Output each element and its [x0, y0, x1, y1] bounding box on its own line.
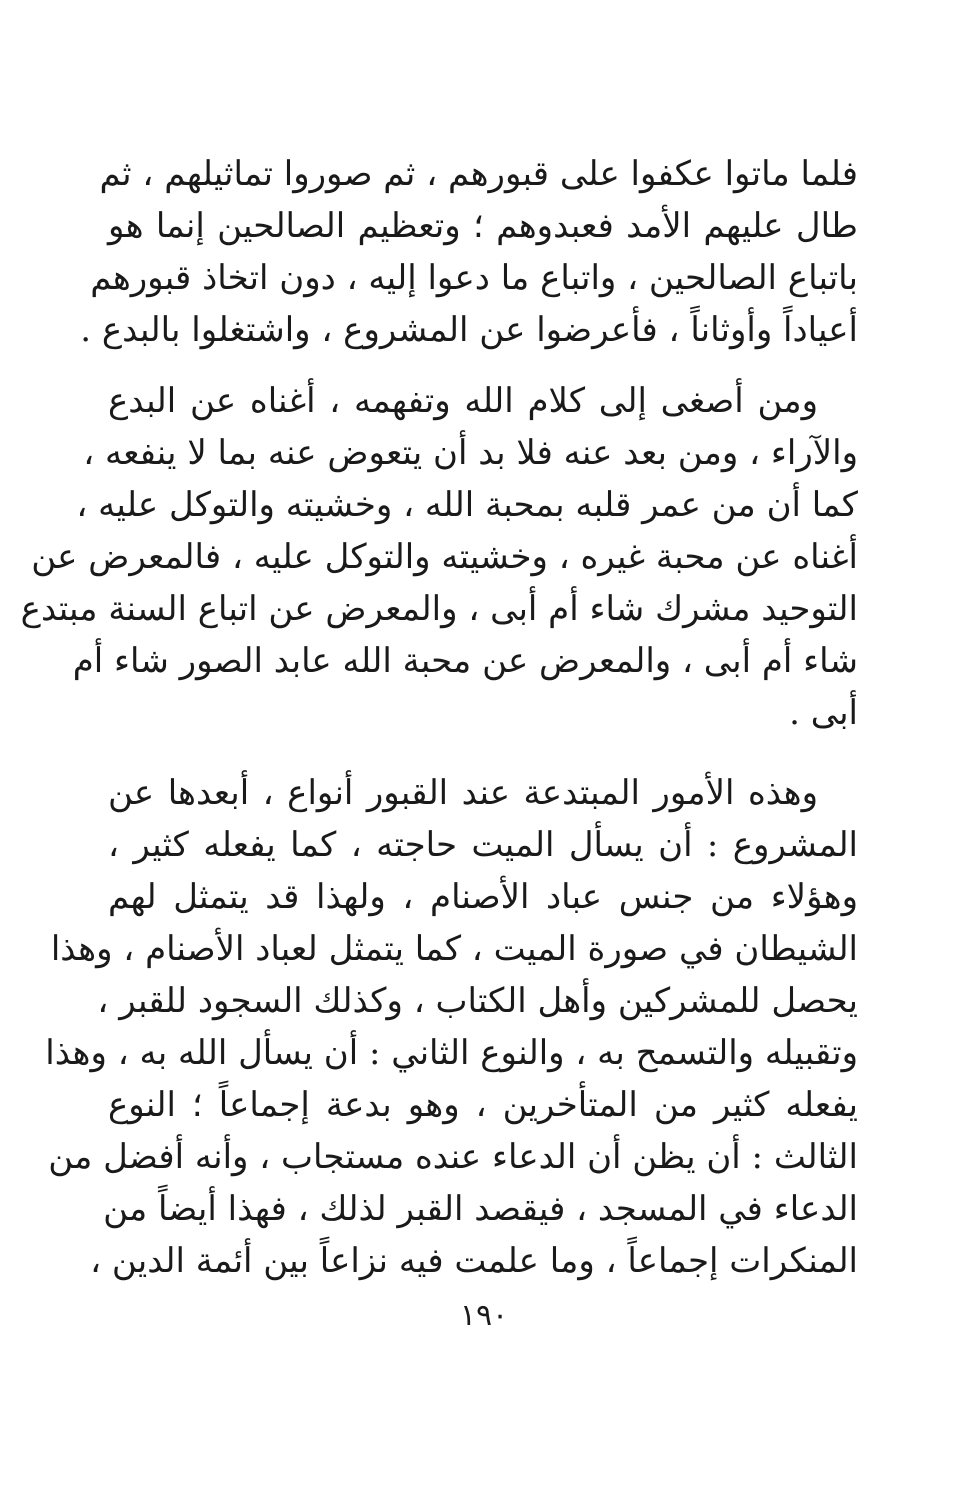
paragraph-line: طال عليهم الأمد فعبدوهم ؛ وتعظيم الصالحين إنما هو	[108, 206, 858, 246]
paragraph-3	[45, 767, 858, 1287]
paragraph-line: الشيطان في صورة الميت ، كما يتمثل لعباد الأصنام ، وهذا	[50, 929, 858, 969]
paragraph-line: الدعاء في المسجد ، فيقصد القبر لذلك ، فهذا أيضاً من	[103, 1189, 858, 1229]
paragraph-line: المشروع : أن يسأل الميت حاجته ، كما يفعله كثير ،	[108, 825, 858, 865]
paragraph-line: والآراء ، ومن بعد عنه فلا بد أن يتعوض عنه بما لا ينفعه ،	[83, 433, 858, 473]
paragraph-line: يفعله كثير من المتأخرين ، وهو بدعة إجماعاً ؛ النوع	[108, 1085, 858, 1125]
paragraph-line: فلما ماتوا عكفوا على قبورهم ، ثم صوروا تماثيلهم ، ثم	[99, 154, 858, 194]
paragraph-line: باتباع الصالحين ، واتباع ما دعوا إليه ، دون اتخاذ قبورهم	[90, 258, 858, 298]
paragraph-line: شاء أم أبى ، والمعرض عن محبة الله عابد الصور شاء أم	[72, 641, 858, 681]
paragraph-line: أبى .	[789, 693, 858, 733]
paragraph-line: أغناه عن محبة غيره ، وخشيته والتوكل عليه ، فالمعرض عن	[31, 537, 858, 577]
paragraph-line: المنكرات إجماعاً ، وما علمت فيه نزاعاً بين أئمة الدين ،	[90, 1241, 858, 1281]
page-number: ١٩٠	[459, 1298, 509, 1333]
paragraph-line: وهؤلاء من جنس عباد الأصنام ، ولهذا قد يتمثل لهم	[108, 877, 858, 917]
paragraph-1	[80, 148, 858, 356]
paragraph-line: يحصل للمشركين وأهل الكتاب ، وكذلك السجود للقبر ،	[97, 981, 858, 1021]
paragraph-line: التوحيد مشرك شاء أم أبى ، والمعرض عن اتباع السنة مبتدع	[20, 589, 858, 629]
paragraph-line: الثالث : أن يظن أن الدعاء عنده مستجاب ، وأنه أفضل من	[48, 1137, 858, 1177]
paragraph-line: ومن أصغى إلى كلام الله وتفهمه ، أغناه عن البدع	[108, 381, 818, 421]
paragraph-2	[20, 375, 858, 739]
paragraph-line: وتقبيله والتسمح به ، والنوع الثاني : أن يسأل الله به ، وهذا	[45, 1033, 858, 1073]
paragraph-line: أعياداً وأوثاناً ، فأعرضوا عن المشروع ، واشتغلوا بالبدع .	[80, 310, 858, 350]
paragraph-line: كما أن من عمر قلبه بمحبة الله ، وخشيته والتوكل عليه ،	[76, 485, 858, 525]
paragraph-line: وهذه الأمور المبتدعة عند القبور أنواع ، أبعدها عن	[108, 773, 818, 813]
